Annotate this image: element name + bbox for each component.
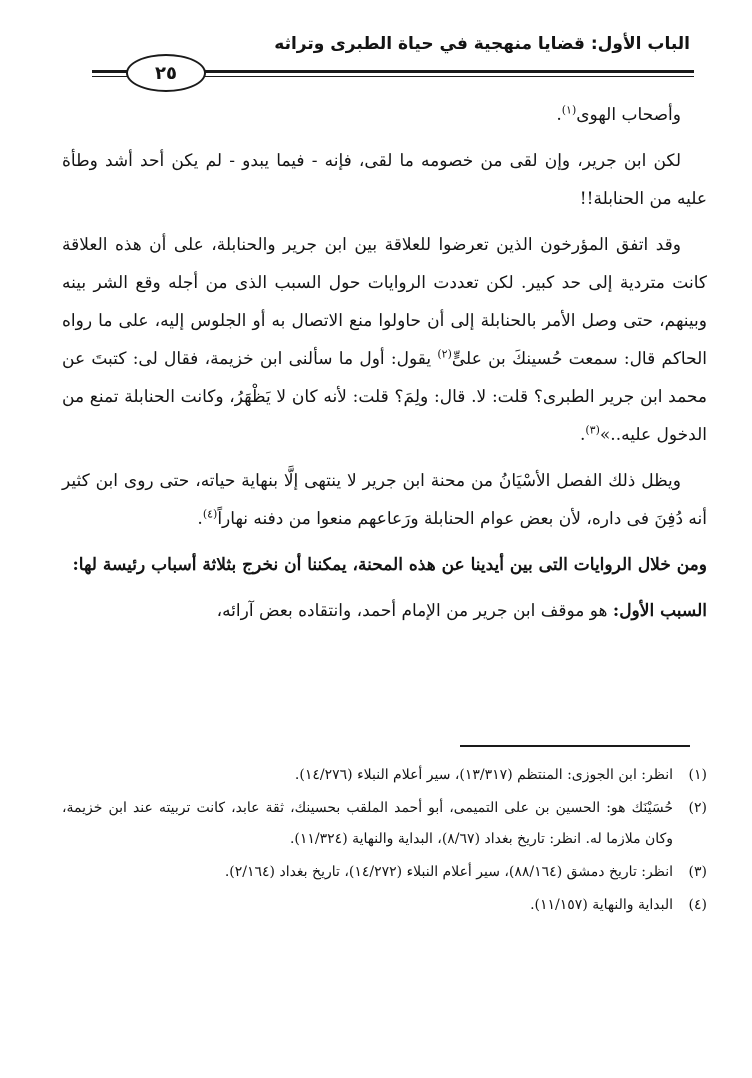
footnote-item [62, 890, 707, 921]
paragraph-3-text-a: وقد اتفق المؤرخون الذين تعرضوا للعلاقة بين ابن جرير والحنابلة، على أن هذه العلاقة كانت متردية إلى حد كبير. لكن تعددت الروايات حول السبب الذى من أجله وقع الشر بينه وبينهم، حتى وصل الأمر بالحنابلة إلى أن حاولوا منع الاتصال به أو الجلوس إليه، على ما رواه الحاكم قال: سمعت حُسينكَ بن علىٍّ [62, 235, 707, 369]
footnote-item [62, 793, 707, 855]
paragraph-3 [62, 226, 707, 454]
footnote-rule [460, 745, 690, 747]
first-reason-label: السبب الأول: [612, 601, 707, 621]
page-number-badge [126, 54, 206, 92]
footnote-text: حُسَيْنَك هو: الحسين بن على التميمى، أبو أحمد الملقب بحسينك، ثقة عابد، كانت تربيته عند ابن خزيمة، وكان ملازما له. انظر: تاريخ بغداد (٨/٦٧)، البداية والنهاية (١١/٣٢٤). [62, 800, 673, 847]
footnote-text: البداية والنهاية (١١/١٥٧). [530, 897, 673, 913]
footnote-item [62, 760, 707, 791]
footnote-number: (١) [688, 767, 707, 783]
paragraph-5: ومن خلال الروايات التى بين أيدينا عن هذه المحنة، يمكننا أن نخرج بثلاثة أسباب رئيسة لها: [72, 555, 707, 575]
first-reason-text: هو موقف ابن جرير من الإمام أحمد، وانتقاده بعض آرائه، [216, 601, 613, 621]
paragraph-4 [62, 462, 707, 538]
footnote-text: انظر: ابن الجوزى: المنتظم (١٣/٣١٧)، سير أعلام النبلاء (١٤/٢٧٦). [294, 767, 673, 783]
paragraph-2: لكن ابن جرير، وإن لقى من خصومه ما لقى، فإنه - فيما يبدو - لم يكن أحد أشد وطأة عليه من الحنابلة!! [62, 151, 707, 209]
paragraph-4-text: ويظل ذلك الفصل الأسْيَانُ من محنة ابن جرير لا ينتهى إلَّا بنهاية حياته، حتى روى ابن كثير أنه دُفِنَ فى داره، لأن بعض عوام الحنابلة ورَعاعهم منعوا من دفنه نهاراً [62, 471, 707, 529]
paragraph-4-end: . [197, 509, 203, 529]
running-title: الباب الأول: قضايا منهجية في حياة الطبرى وتراثه [274, 34, 690, 54]
main-text [62, 96, 707, 638]
footnote-text: انظر: تاريخ دمشق (٨٨/١٦٤)، سير أعلام النبلاء (١٤/٢٧٢)، تاريخ بغداد (٢/١٦٤). [224, 864, 673, 880]
paragraph-1-text: وأصحاب الهوى [576, 105, 681, 125]
paragraph-6 [62, 592, 707, 630]
footnote-ref-1: (١) [561, 103, 577, 117]
footnote-item [62, 857, 707, 888]
paragraph-3-text-b: يقول: أول ما سألنى ابن خزيمة، فقال لى: كتبتَ عن محمد ابن جرير الطبرى؟ قلت: لا. قال: ولِمَ؟ قلت: لأنه كان لا يَظْهَرُ، وكانت الحنابلة تمنع من الدخول عليه..» [62, 349, 707, 445]
paragraph-1 [62, 96, 707, 134]
page-number: ٢٥ [155, 62, 177, 84]
footnote-ref-3: (٣) [585, 423, 600, 437]
footnotes [62, 760, 707, 923]
footnote-number: (٢) [688, 800, 707, 816]
footnote-ref-2: (٢) [437, 347, 452, 361]
paragraph-1-end: . [556, 105, 562, 125]
footnote-ref-4: (٤) [202, 507, 218, 521]
paragraph-3-end: . [579, 425, 586, 445]
footnote-number: (٣) [688, 864, 707, 880]
footnote-number: (٤) [688, 897, 707, 913]
